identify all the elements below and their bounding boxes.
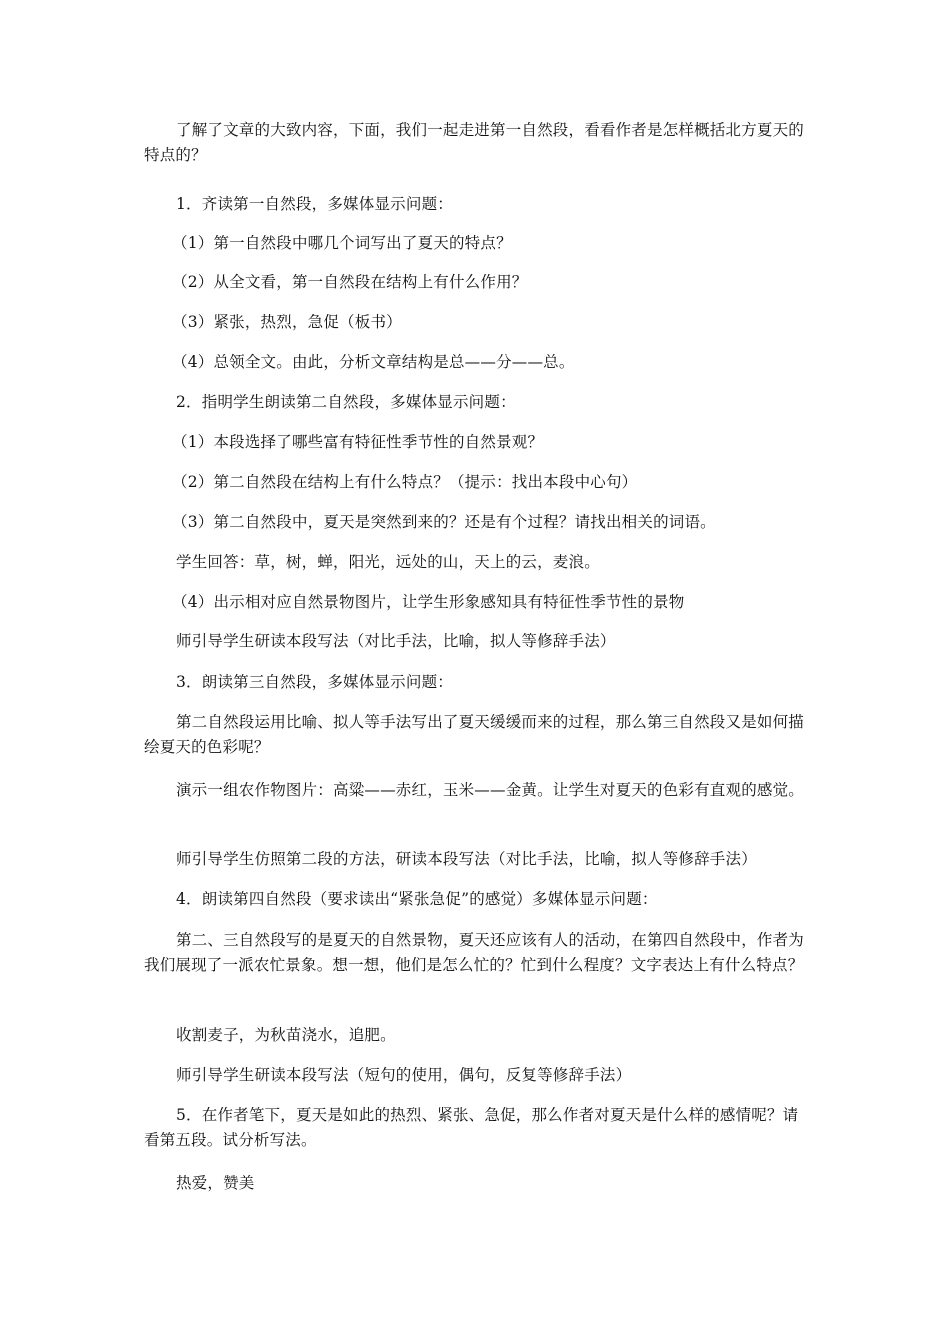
step-2-question-2: （2）第二自然段在结构上有什么特点？（提示：找出本段中心句） xyxy=(172,473,638,491)
step-4-heading: 4．朗读第四自然段（要求读出“紧张急促”的感觉）多媒体显示问题： xyxy=(176,890,658,908)
teacher-guide-1: 师引导学生研读本段写法（对比手法，比喻，拟人等修辞手法） xyxy=(176,632,616,650)
step-1-question-2: （2）从全文看，第一自然段在结构上有什么作用？ xyxy=(172,273,528,291)
step-3-question: 第二自然段运用比喻、拟人等手法写出了夏天缓缓而来的过程，那么第三自然段又是如何描绘夏天的色彩呢？ xyxy=(144,713,805,756)
teacher-guide-3: 师引导学生研读本段写法（短句的使用，偶句，反复等修辞手法） xyxy=(176,1066,632,1084)
step-2-heading: 2．指明学生朗读第二自然段，多媒体显示问题： xyxy=(176,393,516,411)
step-4-answer: 收割麦子，为秋苗浇水，追肥。 xyxy=(176,1026,396,1044)
step-5-answer: 热爱，赞美 xyxy=(176,1174,255,1192)
step-5-question: 5．在作者笔下，夏天是如此的热烈、紧张、急促，那么作者对夏天是什么样的感情呢？请看第五段。试分析写法。 xyxy=(144,1106,799,1149)
step-1-heading: 1．齐读第一自然段，多媒体显示问题： xyxy=(176,195,453,213)
step-4-question: 第二、三自然段写的是夏天的自然景物，夏天还应该有人的活动，在第四自然段中，作者为我们展现了一派农忙景象。想一想，他们是怎么忙的？忙到什么程度？文字表达上有什么特点？ xyxy=(144,931,805,974)
step-1-answer-3: （3）紧张，热烈，急促（板书） xyxy=(172,313,402,331)
step-1-question-1: （1）第一自然段中哪几个词写出了夏天的特点？ xyxy=(172,234,512,252)
student-answer: 学生回答：草，树，蝉，阳光，远处的山，天上的云，麦浪。 xyxy=(176,553,600,571)
step-1-answer-4: （4）总领全文。由此，分析文章结构是总——分——总。 xyxy=(172,353,575,371)
step-2-question-1: （1）本段选择了哪些富有特征性季节性的自然景观？ xyxy=(172,433,544,451)
step-2-question-3: （3）第二自然段中，夏天是突然到来的？还是有个过程？请找出相关的词语。 xyxy=(172,513,716,531)
step-2-item-4: （4）出示相对应自然景物图片，让学生形象感知具有特征性季节性的景物 xyxy=(172,593,685,611)
intro-paragraph: 了解了文章的大致内容，下面，我们一起走进第一自然段，看看作者是怎样概括北方夏天的特点的？ xyxy=(144,121,805,164)
crop-images-demo: 演示一组农作物图片：高粱——赤红，玉米——金黄。让学生对夏天的色彩有直观的感觉。 xyxy=(176,781,805,799)
step-3-heading: 3．朗读第三自然段，多媒体显示问题： xyxy=(176,673,453,691)
teacher-guide-2: 师引导学生仿照第二段的方法，研读本段写法（对比手法，比喻，拟人等修辞手法） xyxy=(176,850,757,868)
